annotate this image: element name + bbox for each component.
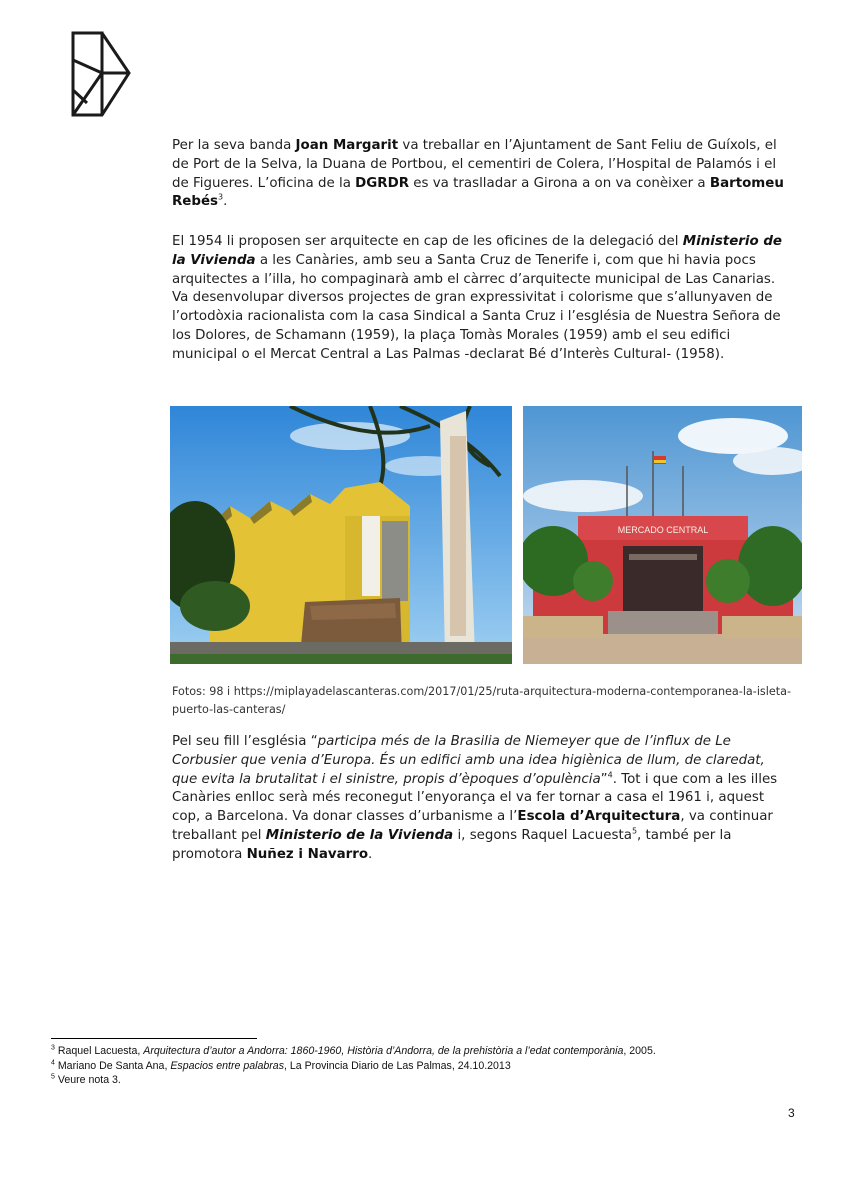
quote-church: participa més de la Brasilia de Niemeyer que de l’influx de Le Corbusier que venia d’Europa. És un edifici amb una idea higiènica de llum, de claredat, que evita la brutalitat i el sinistre, propis d’èpoques d’opulència <box>172 734 765 787</box>
page-number: 3 <box>788 1106 795 1120</box>
footnote-divider <box>51 1038 257 1039</box>
footnote-5: $^5$ Veure nota 3. <box>51 1073 121 1087</box>
footnote-ref-3[interactable]: 3 <box>218 192 224 202</box>
ministerio-vivienda-2: Ministerio de la Vivienda <box>265 827 454 843</box>
footnote-ref-5[interactable]: 5 <box>631 826 638 836</box>
footnote-3: $^3$ Raquel Lacuesta, Arquitectura d’autor a Andorra: 1860-1960, Història d’Andorra, de la prehistòria a l’edat contemporània, 2005. <box>51 1044 656 1057</box>
paragraph-margarit: Per la seva banda Joan Margarit va treballar en l’Ajuntament de Sant Feliu de Guíxols, el de Port de la Selva, la Duana de Portbou, el cementiri de Colera, l’Hospital de Palamós i el de Figueres. L’oficina de la DGRDR es va traslladar a Girona a on va conèixer a Bartomeu Rebés$^3$. <box>172 138 784 210</box>
name-bartomeu-rebes: Bartomeu Rebés <box>172 175 784 210</box>
paragraph-barcelona: Pel seu fill l’església “participa més de la Brasilia de Niemeyer que de l’influx de Le Corbusier que venia d’Europa. És un edifici amb una idea higiènica de llum, de claredat, que evita la brutalitat i el sinistre, propis d’èpoques d’opulència”$^4$. Tot i que com a les illes Canàries enlloc serà més reconegut l’enyorança el va fer tornar a casa el 1961 i, aquest cop, a Barcelona. Va donar classes d’urbanisme a l’Escola d’Arquitectura, va continuar treballant pel Ministerio de la Vivienda i, segons Raquel Lacuesta$^5$, també per la promotora Nuñez i Navarro. <box>172 734 778 862</box>
footnote-ref-4[interactable]: 4 <box>607 770 613 780</box>
dgrdr-acronym: DGRDR <box>355 175 410 191</box>
footnote-4: $^4$ Mariano De Santa Ana, Espacios entre palabras, La Provincia Diario de Las Palmas, 24.10.2013 <box>51 1059 511 1072</box>
escola-arquitectura: Escola d’Arquitectura <box>517 809 681 825</box>
church-photo <box>170 406 512 664</box>
photo-caption: Fotos: 98 i https://miplayadelascanteras.com/2017/01/25/ruta-arquitectura-moderna-contemporanea-la-isleta-puerto-las-canteras/ <box>172 685 792 716</box>
paragraph-canaries: El 1954 li proposen ser arquitecte en cap de les oficines de la delegació del Ministerio de la Vivienda a les Canàries, amb seu a Santa Cruz de Tenerife i, com que hi havia pocs arquitectes a l’illa, ho compaginarà amb el càrrec d’arquitecte municipal de Las Canarias. Va desenvolupar diversos projectes de gran expressivitat i colorisme que s’allunyaven de l’ortodòxia racionalista com la casa Sindical a Santa Cruz i l’església de Nuestra Señora de los Dolores, de Schamann (1959), la plaça Tomàs Morales (1959) amb el seu edifici municipal o el Mercat Central a Las Palmas -declarat Bé d’Interès Cultural- (1958). <box>172 234 782 362</box>
publisher-logo-icon <box>70 30 132 118</box>
footnotes <box>51 1044 811 1088</box>
market-sign: MERCADO CENTRAL <box>617 525 709 535</box>
market-photo <box>523 406 802 664</box>
nunez-navarro: Nuñez i Navarro <box>246 846 369 862</box>
name-joan-margarit: Joan Margarit <box>295 138 399 153</box>
ministerio-vivienda: Ministerio de la Vivienda <box>172 234 782 268</box>
